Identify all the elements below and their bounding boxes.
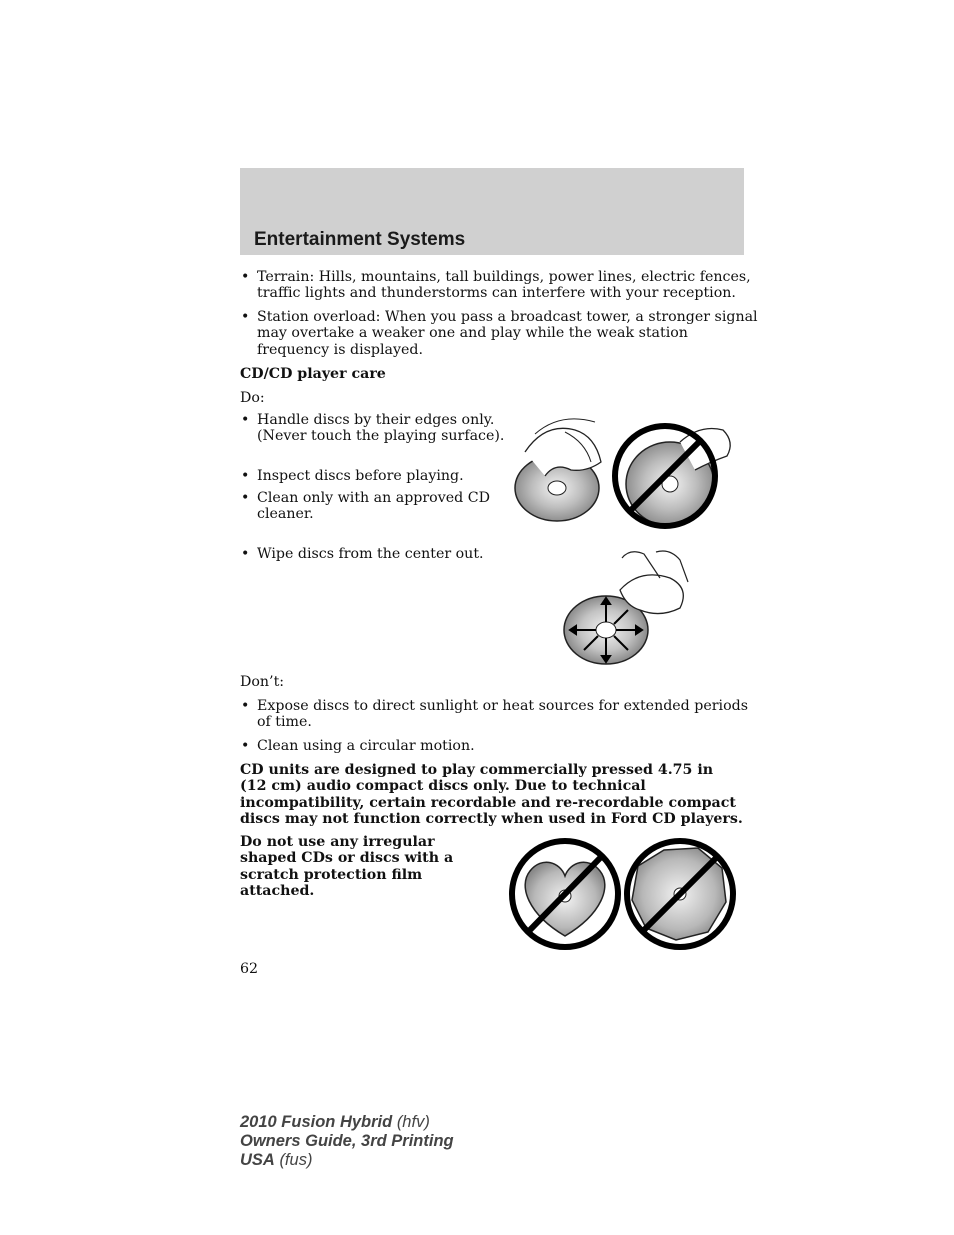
section-header (240, 168, 744, 255)
irregular-disc-note: Do not use any irregular shaped CDs or discs with a scratch protection film attached. (240, 834, 454, 900)
document-footer (240, 1113, 454, 1170)
footer-line-region (240, 1151, 454, 1170)
footer-printing: Owners Guide, 3rd Printing (240, 1132, 454, 1150)
disc-handling-illustration (505, 412, 741, 534)
cd-care-heading: CD/CD player care (240, 366, 386, 382)
do-item-handle-edges: • Handle discs by their edges only. (Never touch the playing surface). (240, 412, 507, 445)
do-label: Do: (240, 390, 265, 406)
footer-line-model (240, 1113, 454, 1132)
footer-region: USA (240, 1151, 275, 1169)
bullet-station-overload: • Station overload: When you pass a broadcast tower, a stronger signal may overtake a weaker one and play while the weak station frequency is displayed. (240, 309, 761, 358)
disc-wiping-illustration (560, 548, 740, 668)
dont-item-sunlight: • Expose discs to direct sunlight or heat sources for extended periods of time. (240, 698, 761, 731)
bullet-terrain: • Terrain: Hills, mountains, tall buildings, power lines, electric fences, traffic lights and thunderstorms can interfere with your reception. (240, 269, 761, 302)
dont-item-circular: • Clean using a circular motion. (240, 738, 761, 754)
do-item-wipe: • Wipe discs from the center out. (240, 546, 507, 562)
footer-model: 2010 Fusion Hybrid (240, 1113, 393, 1131)
do-item-inspect: • Inspect discs before playing. (240, 468, 507, 484)
page-number: 62 (240, 961, 259, 977)
irregular-disc-prohibited-illustration (508, 836, 740, 954)
section-title: Entertainment Systems (254, 229, 466, 250)
footer-model-code: (hfv) (396, 1113, 430, 1131)
do-item-clean: • Clean only with an approved CD cleaner. (240, 490, 507, 523)
footer-region-code: (fus) (279, 1151, 313, 1169)
cd-format-warning: CD units are designed to play commercially pressed 4.75 in (12 cm) audio compact discs only. Due to technical incompatibility, certain recordable and re-recordable compact discs may not function correctly when used in Ford CD players. (240, 762, 743, 828)
dont-label: Don’t: (240, 674, 285, 690)
